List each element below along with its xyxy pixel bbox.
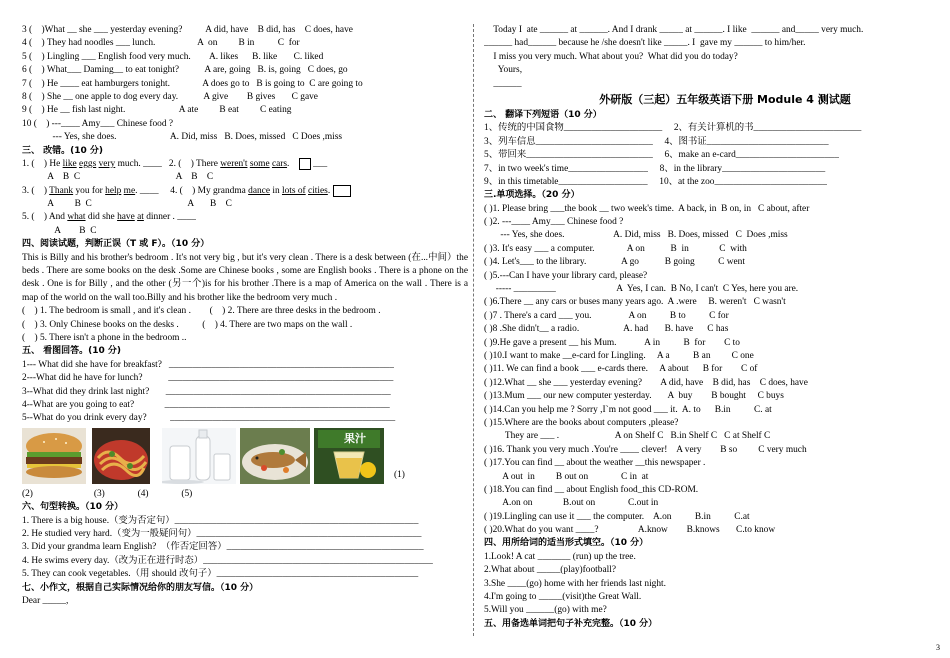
section-title-complete-sentences: 五、用备选单词把句子补充完整。（10 分） bbox=[484, 618, 658, 629]
translate-question: 5、带回来___________________________ 6、make an e-card______________________ bbox=[484, 150, 839, 161]
exam-title: 外研版（三起）五年级英语下册 Module 4 测试题 bbox=[599, 92, 851, 106]
underlined-word: cities bbox=[308, 185, 328, 196]
choice-question: ( )10.I want to make __e-card for Lingling. A a B an C one bbox=[484, 350, 754, 361]
section-title-error-correction: 三、 改错。(10 分) bbox=[22, 145, 104, 156]
page-number: 3 bbox=[936, 643, 940, 652]
letter-line: Today I ate ______ at ______. And I drank _____ at ______. I like ______ and_____ very much. bbox=[484, 25, 864, 35]
choice-question: ( )11. We can find a book ___ e-cards there. A about B for C of bbox=[484, 364, 758, 375]
picture-question: 2---What did he have for lunch? ________________________________________________ bbox=[22, 373, 394, 384]
picture-question: 3--What did they drink last night? ________________________________________________ bbox=[22, 386, 391, 397]
word-form-question: 1.Look! A cat _______ (run) up the tree. bbox=[484, 551, 636, 562]
transform-question: 2. He studied very hard.（变为一般疑问句）________________________________________________ bbox=[22, 528, 422, 539]
letter-line: ______ bbox=[484, 78, 522, 89]
error-correction-line: 3. ( ) Thank you for help me. ____ 4. ( ) My grandma dance in lots of cities. bbox=[22, 185, 468, 198]
choice-question: ( )17.You can find __ about the weather __this newspaper . bbox=[484, 458, 706, 469]
underlined-word: like bbox=[62, 159, 77, 170]
option-letters: A B C A B C bbox=[22, 172, 214, 183]
underlined-word: have bbox=[117, 212, 135, 223]
choice-question: ( )12.What __ she ___ yesterday evening? A did, have B did, has C does, have bbox=[484, 377, 808, 388]
translate-question: 3、列车信息_________________________ 4、图书证__________________________ bbox=[484, 136, 829, 147]
right-column bbox=[484, 24, 926, 631]
word-form-question: 3.She ____(go) home with her friends last night. bbox=[484, 578, 667, 589]
underlined-word: cars bbox=[271, 159, 288, 170]
underlined-word: at bbox=[137, 212, 144, 223]
text: 4. ( ) My grandma bbox=[158, 185, 249, 196]
food-pictures bbox=[22, 426, 468, 488]
mc-line: 3 ( )What __ she ___ yesterday evening? A did, have B did, has C does, have bbox=[22, 25, 353, 35]
choice-question: ( )9.He gave a present __ his Mum. A in B for C to bbox=[484, 337, 740, 348]
error-correction-line: 5. ( ) And what did she have at dinner . ____ bbox=[22, 212, 196, 223]
option-letters: A B C A B C bbox=[22, 199, 232, 210]
mc-line: 7 ( ) He ____ eat hamburgers tonight. A does go to B is going to C are going to bbox=[22, 78, 363, 89]
hamburger-image bbox=[22, 428, 86, 484]
letter-salutation: Dear _____, bbox=[22, 595, 69, 606]
choice-question: ( )14.Can you help me ? Sorry ,I`m not good ___ it. A. to B.in C. at bbox=[484, 404, 772, 415]
choice-question: ( )7 . There's a card ___ you. A on B to C for bbox=[484, 310, 729, 321]
choice-question: ( )4. Let's___ to the library. A go B going C went bbox=[484, 257, 745, 268]
text: 1. ( ) He bbox=[22, 159, 63, 170]
left-mc-list bbox=[22, 24, 468, 145]
choice-question: ( )3. It's easy ___ a computer. A on B in C with bbox=[484, 243, 747, 254]
transform-question: 5. They can cook vegetables.（用 should 改句子）___________________________________________ bbox=[22, 569, 419, 580]
section-title-sentence-transform: 六、句型转换。（10 分） bbox=[22, 502, 124, 513]
picture-question: 4--What are you going to eat? ________________________________________________ bbox=[22, 400, 390, 410]
noodles-image bbox=[92, 428, 150, 484]
word-form-question: 2.What about _____(play)football? bbox=[484, 565, 616, 576]
choice-question: ( )2. ---____ Amy___ Chinese food ? bbox=[484, 217, 624, 228]
picture-numbers: (2) (3) (4) (5) bbox=[22, 488, 193, 499]
translate-question: 7、in two week's time_________________ 8、in the library______________________ bbox=[484, 163, 826, 174]
underlined-word: very bbox=[98, 159, 116, 170]
underlined-word: dance bbox=[248, 185, 270, 196]
section-title-word-forms: 四、用所给词的适当形式填空。（10 分） bbox=[484, 538, 649, 549]
mc-line: 10 ( ) ---____ Amy___ Chinese food ? bbox=[22, 118, 174, 129]
true-false-line: ( ) 1. The bedroom is small , and it's clean . ( ) 2. There are three desks in the bedroom . bbox=[22, 306, 381, 317]
text: much. bbox=[115, 159, 141, 170]
left-column bbox=[22, 24, 468, 608]
choice-question: ( )15.Where are the books about computers ,please? bbox=[484, 417, 679, 428]
text: 2. ( ) There bbox=[161, 159, 221, 170]
word-form-question: 5.Will you ______(go) with me? bbox=[484, 605, 607, 616]
word-form-question: 4.I'm going to _____(visit)the Great Wall. bbox=[484, 592, 642, 603]
choice-question: ( )5.---Can I have your library card, please? bbox=[484, 270, 648, 281]
option-letters: A B C bbox=[22, 225, 97, 236]
transform-question: 4. He swims every day.（改为正在进行时态）_________________________________________________ bbox=[22, 555, 433, 566]
choice-question: ( )18.You can find __ about English food_this CD-ROM. bbox=[484, 484, 699, 495]
choice-question: ( )16. Thank you very much .You're ____ clever! A very B so C very much bbox=[484, 444, 807, 455]
letter-line: I miss you very much. What about you? What did you do today? bbox=[484, 51, 738, 62]
underlined-word: what bbox=[67, 212, 86, 223]
underlined-word: me bbox=[123, 185, 136, 196]
translate-question: 9、in this timetable___________________ 10、at the zoo________________________ bbox=[484, 176, 827, 187]
mc-line: 9 ( ) He __ fish last night. A ate B eat C eating bbox=[22, 105, 292, 116]
choice-question: ( )13.Mum ___ our new computer yesterday. A buy B bought C buys bbox=[484, 391, 784, 402]
error-correction-line: 1. ( ) He like eggs very much. ____ 2. ( ) There weren't some cars. ___ bbox=[22, 159, 328, 170]
mc-line: 5 ( ) Lingling ___ English food very much. A. likes B. like C. liked bbox=[22, 51, 324, 62]
reading-passage: This is Billy and his brother's bedroom . It's not very big , but it's very clean . There is a desk between (在...中间）the beds . There are some books on the desk .Some are Chinese books , some are English books . There is a phone on the desk . One is for Billy , and the other (另一个)is for his brother .There is a map of America on the wall . There is a map of the world on the wall too.Billy and his brother like the bedroom very much . bbox=[22, 252, 468, 303]
transform-question: 3. Did your grandma learn English? （作否定回答）__________________________________________ bbox=[22, 542, 424, 553]
transform-question: 1. There is a big house.（变为否定句）____________________________________________________ bbox=[22, 515, 419, 526]
choice-question: --- Yes, she does. A. Did, miss B. Does, missed C Does ,miss bbox=[484, 230, 788, 241]
section-title-picture-answer: 五、 看图回答。(10 分) bbox=[22, 346, 122, 357]
choice-question: ( )20.What do you want ____? A.know B.knows C.to know bbox=[484, 525, 776, 536]
answer-box[interactable] bbox=[299, 158, 311, 170]
picture-question: 1--- What did she have for breakfast? ________________________________________________ bbox=[22, 359, 394, 370]
text: 3. ( ) bbox=[22, 185, 50, 196]
underlined-word: help bbox=[105, 185, 122, 196]
picture-number: (1) bbox=[394, 469, 405, 480]
choice-question: ----- _________ A Yes, I can. B No, I can't C Yes, here you are. bbox=[484, 284, 799, 295]
section-title-translate: 二、 翻译下列短语（10 分） bbox=[484, 109, 602, 120]
mc-line: 6 ( ) What___ Daming__ to eat tonight? A are, going B. is, going C does, go bbox=[22, 65, 348, 76]
milk-image bbox=[162, 428, 236, 484]
choice-question: A out in B out on C in at bbox=[484, 471, 649, 482]
choice-question: They are ___ . A on Shelf C B.in Shelf C C at Shelf C bbox=[484, 431, 771, 442]
choice-question: ( )6.There __ any cars or buses many years ago. A .were B. weren't C wasn't bbox=[484, 297, 786, 308]
section-title-composition: 七、小作文，根据自己实际情况给你的朋友写信。（10 分） bbox=[22, 582, 259, 593]
answer-box[interactable] bbox=[333, 185, 351, 197]
text: . bbox=[287, 159, 290, 170]
choice-question: ( )19.Lingling can use it ___ the computer. A.on B.in C.at bbox=[484, 511, 750, 522]
true-false-line: ( ) 5. There isn't a phone in the bedroom .. bbox=[22, 333, 187, 344]
mc-line: --- Yes, she does. A. Did, miss B. Does, missed C Does ,miss bbox=[22, 132, 343, 143]
section-title-reading: 四、阅读试题，判断正误（T 或 F）。（10 分） bbox=[22, 239, 210, 250]
fish-dish-image bbox=[240, 428, 310, 484]
choice-question: A.on on B.out on C.out in bbox=[484, 498, 659, 509]
section-title-single-choice: 三.单项选择。（20 分） bbox=[484, 190, 580, 201]
true-false-line: ( ) 3. Only Chinese books on the desks . ( ) 4. There are two maps on the wall . bbox=[22, 319, 353, 330]
underlined-word: lots of bbox=[281, 185, 306, 196]
mc-line: 8 ( ) She __ one apple to dog every day. A give B gives C gave bbox=[22, 91, 318, 102]
choice-question: ( )1. Please bring ___the book __ two week's time. A back, in B on, in C about, after bbox=[484, 203, 810, 214]
juice-label: 果汁 bbox=[344, 431, 366, 445]
underlined-word: weren't bbox=[220, 159, 248, 170]
picture-question: 5--What do you drink every day? ________________________________________________ bbox=[22, 413, 396, 424]
choice-question: ( )8 .She didn't__ a radio. A. had B. have C has bbox=[484, 324, 729, 335]
column-divider bbox=[473, 24, 474, 636]
translate-question: 1、传统的中国食物_____________________ 2、有关计算机的书_______________________ bbox=[484, 123, 862, 134]
mc-line: 4 ( ) They had noodles ___ lunch. A on B in C for bbox=[22, 38, 300, 49]
underlined-word: Thank bbox=[49, 185, 74, 196]
underlined-word: eggs bbox=[79, 159, 97, 170]
text: you for bbox=[73, 185, 106, 196]
letter-line: Yours, bbox=[484, 65, 523, 76]
underlined-word: some bbox=[249, 159, 270, 170]
letter-line: ______ had______ because he /she doesn't like _____. I gave my ______ to him/her. bbox=[484, 38, 806, 49]
